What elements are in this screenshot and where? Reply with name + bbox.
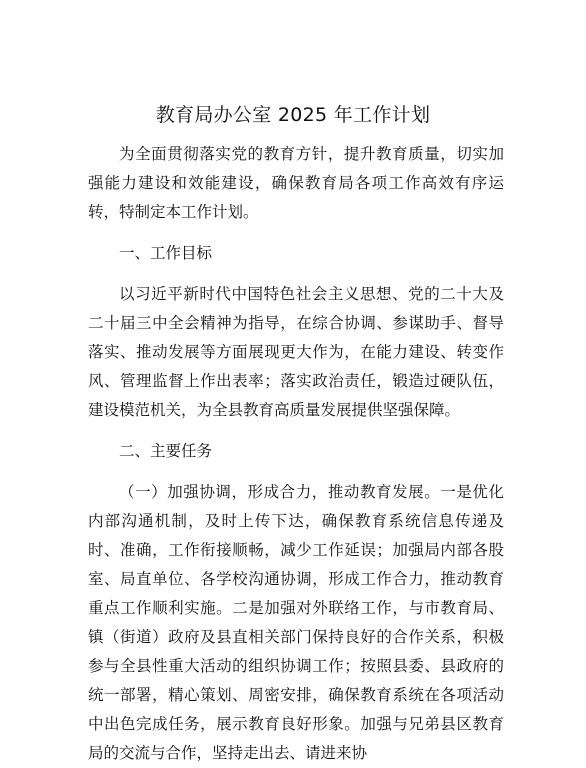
document-body <box>88 140 504 768</box>
section-heading-tasks: 二、主要任务 <box>119 442 213 460</box>
tasks-paragraph: （一）加强协调，形成合力，推动教育发展。一是优化内部沟通机制，及时上传下达，确保教育系统信息传递及时、准确，工作衔接顺畅，减少工作延误；加强局内部各股室、局直单位、各学校沟通协调，形成工作合力，推动教育重点工作顺利实施。二是加强对外联络工作，与市教育局、镇（街道）政府及县直相关部门保持良好的合作关系，积极参与全县性重大活动的组织协调工作；按照县委、县政府的统一部署，精心策划、周密安排，确保教育系统在各项活动中出色完成任务，展示教育良好形象。加强与兄弟县区教育局的交流与合作，坚持走出去、请进来协 <box>88 483 504 762</box>
intro-paragraph: 为全面贯彻落实党的教育方针，提升教育质量，切实加强能力建设和效能建设，确保教育局各项工作高效有序运转，特制定本工作计划。 <box>88 145 504 221</box>
section-heading-goals: 一、工作目标 <box>119 244 213 262</box>
goals-paragraph: 以习近平新时代中国特色社会主义思想、党的二十大及二十届三中全会精神为指导，在综合协调、参谋助手、督导落实、推动发展等方面展现更大作为，在能力建设、转变作风、管理监督上作出表率；落实政治责任，锻造过硬队伍，建设模范机关，为全县教育高质量发展提供坚强保障。 <box>88 285 504 419</box>
document-title: 教育局办公室 2025 年工作计划 <box>155 104 431 126</box>
